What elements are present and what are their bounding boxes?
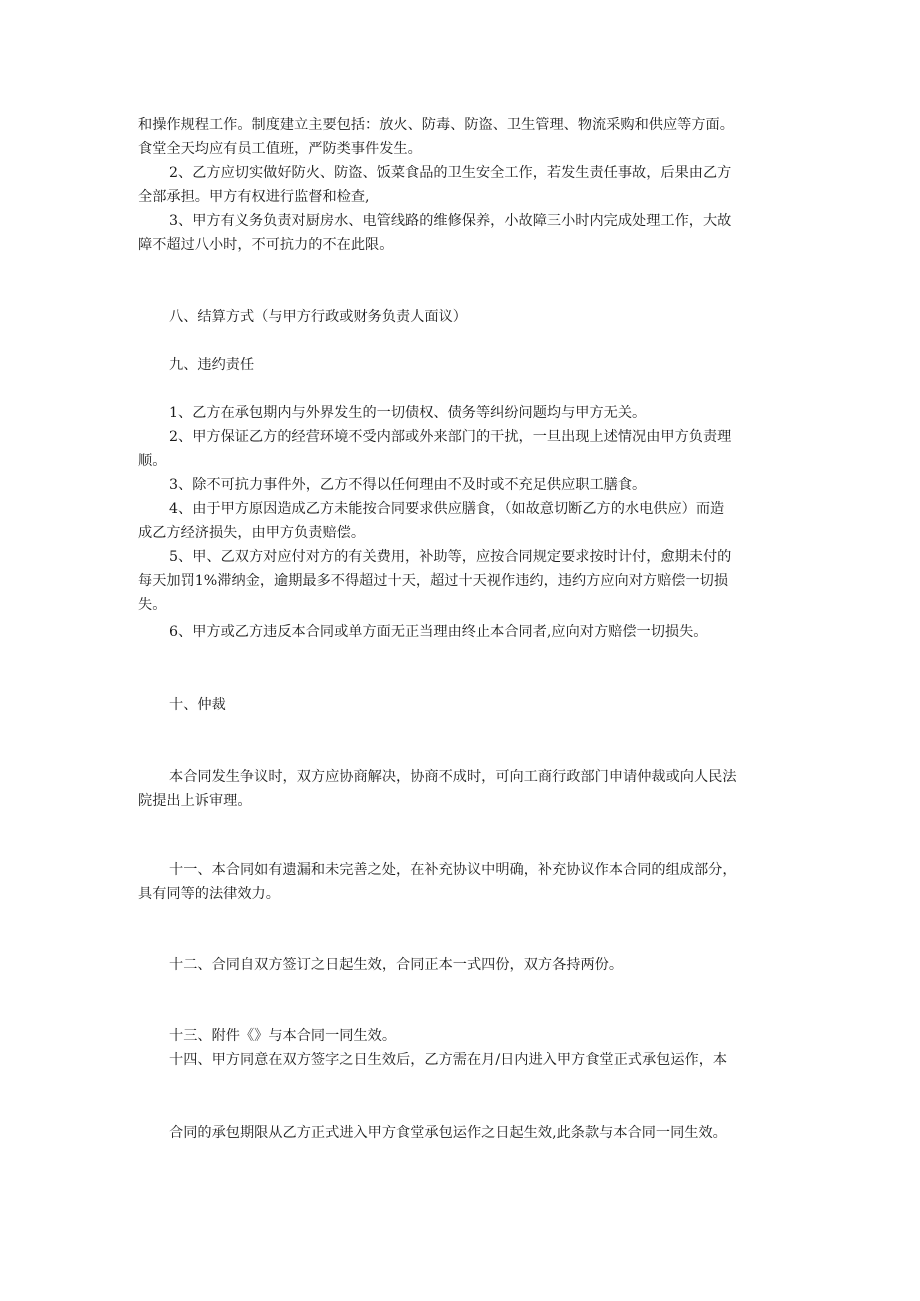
text-line: 十四、甲方同意在双方签字之日生效后，乙方需在月/日内进入甲方食堂正式承包运作，本 <box>169 1052 728 1068</box>
section-heading: 九、违约责任 <box>169 357 255 373</box>
text-line: 合同的承包期限从乙方正式进入甲方食堂承包运作之日起生效,此条款与本合同一同生效。 <box>169 1125 727 1141</box>
text-line: 顺。 <box>138 453 167 469</box>
text-line: 3、除不可抗力事件外，乙方不得以任何理由不及时或不充足供应职工膳食。 <box>169 477 647 493</box>
text-line: 6、甲方或乙方违反本合同或单方面无正当理由终止本合同者,应向对方赔偿一切损失。 <box>169 624 708 640</box>
text-line: 十二、合同自双方签订之日起生效，合同正本一式四份，双方各持两份。 <box>169 957 624 973</box>
section-heading: 八、结算方式（与甲方行政或财务负责人面议） <box>169 309 467 325</box>
text-line: 十三、附件《》与本合同一同生效。 <box>169 1028 397 1044</box>
text-line: 2、甲方保证乙方的经营环境不受内部或外来部门的干扰，一旦出现上述情况由甲方负责理 <box>169 429 732 445</box>
text-line: 3、甲方有义务负责对厨房水、电管线路的维修保养，小故障三小时内完成处理工作，大故 <box>169 213 732 229</box>
text-line: 5、甲、乙双方对应付对方的有关费用，补助等，应按合同规定要求按时计付，愈期未付的 <box>169 549 732 565</box>
text-line: 障不超过八小时，不可抗力的不在此限。 <box>138 237 394 253</box>
text-line: 具有同等的法律效力。 <box>138 886 280 902</box>
text-line: 本合同发生争议时，双方应协商解决，协商不成时，可向工商行政部门申请仲裁或向人民法 <box>169 769 737 785</box>
text-line: 成乙方经济损失，由甲方负责赔偿。 <box>138 525 366 541</box>
text-line: 全部承担。甲方有权进行监督和检查, <box>138 189 370 205</box>
text-line: 2、乙方应切实做好防火、防盗、饭菜食品的卫生安全工作，若发生责任事故，后果由乙方 <box>169 165 732 181</box>
text-line: 院提出上诉审理。 <box>138 793 252 809</box>
text-line: 失。 <box>138 597 167 613</box>
text-line: 食堂全天均应有员工值班，严防类事件发生。 <box>138 141 422 157</box>
section-heading: 十、仲裁 <box>169 697 226 713</box>
text-line: 每天加罚1%滞纳金，逾期最多不得超过十天，超过十天视作违约，违约方应向对方赔偿一切损 <box>138 573 729 589</box>
text-line: 1、乙方在承包期内与外界发生的一切债权、债务等纠纷问题均与甲方无关。 <box>169 405 647 421</box>
text-line: 十一、本合同如有遗漏和未完善之处，在补充协议中明确，补充协议作本合同的组成部分， <box>169 862 737 878</box>
text-line: 4、由于甲方原因造成乙方未能按合同要求供应膳食，（如故意切断乙方的水电供应）而造 <box>169 501 725 517</box>
text-line: 和操作规程工作。制度建立主要包括：放火、防毒、防盗、卫生管理、物流采购和供应等方面。 <box>138 117 734 133</box>
